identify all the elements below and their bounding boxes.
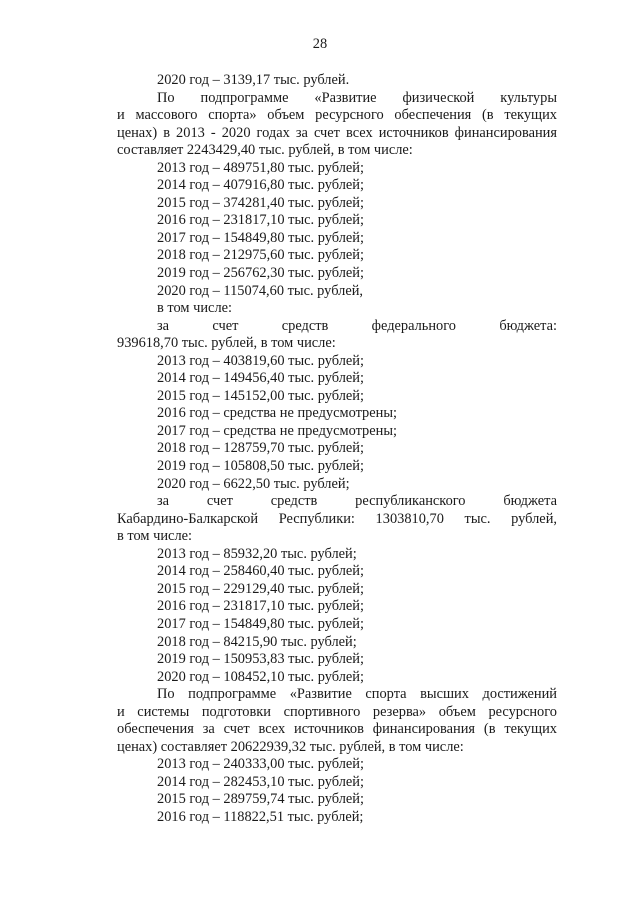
text-line: и массового спорта» объем ресурсного обеспечения (в текущих bbox=[117, 107, 557, 124]
text-line: 2014 год – 282453,10 тыс. рублей; bbox=[157, 773, 364, 790]
text-line: 2020 год – 108452,10 тыс. рублей; bbox=[157, 668, 364, 685]
text-line: По подпрограмме «Развитие физической культуры bbox=[157, 89, 557, 106]
text-line: 2016 год – 231817,10 тыс. рублей; bbox=[157, 598, 364, 615]
text-line: 2017 год – 154849,80 тыс. рублей; bbox=[157, 615, 364, 632]
text-line: По подпрограмме «Развитие спорта высших достижений bbox=[157, 686, 557, 703]
text-line: 2016 год – 118822,51 тыс. рублей; bbox=[157, 808, 364, 825]
text-line: 2018 год – 212975,60 тыс. рублей; bbox=[157, 247, 364, 264]
text-line: 2016 год – средства не предусмотрены; bbox=[157, 405, 397, 422]
text-line: 2020 год – 115074,60 тыс. рублей, bbox=[157, 282, 364, 299]
text-line: 2018 год – 128759,70 тыс. рублей; bbox=[157, 440, 364, 457]
text-line: ценах) составляет 20622939,32 тыс. рублей, в том числе: bbox=[117, 738, 464, 755]
text-line: 2016 год – 231817,10 тыс. рублей; bbox=[157, 212, 364, 229]
text-line: 2019 год – 256762,30 тыс. рублей; bbox=[157, 265, 364, 282]
text-line: 2015 год – 145152,00 тыс. рублей; bbox=[157, 387, 364, 404]
text-line: 2020 год – 3139,17 тыс. рублей. bbox=[157, 72, 350, 88]
text-line: 2017 год – 154849,80 тыс. рублей; bbox=[157, 229, 364, 246]
text-line: 2019 год – 150953,83 тыс. рублей; bbox=[157, 651, 364, 668]
text-line: 2015 год – 229129,40 тыс. рублей; bbox=[157, 580, 364, 597]
text-line: 2013 год – 489751,80 тыс. рублей; bbox=[157, 159, 364, 176]
text-line: Кабардино-Балкарской Республики: 1303810,70 тыс. рублей, bbox=[117, 510, 557, 527]
text-line: 2014 год – 149456,40 тыс. рублей; bbox=[157, 370, 364, 387]
text-line: за счет средств республиканского бюджета bbox=[157, 493, 557, 510]
text-line: за счет средств федерального бюджета: bbox=[157, 317, 557, 334]
text-line: 2020 год – 6622,50 тыс. рублей; bbox=[157, 475, 350, 492]
text-line: 2015 год – 289759,74 тыс. рублей; bbox=[157, 791, 364, 808]
text-line: в том числе: bbox=[157, 300, 233, 317]
text-line: 2019 год – 105808,50 тыс. рублей; bbox=[157, 458, 364, 475]
text-line: 2014 год – 407916,80 тыс. рублей; bbox=[157, 177, 364, 194]
text-line: обеспечения за счет всех источников финансирования (в текущих bbox=[117, 721, 557, 738]
text-line: 2013 год – 85932,20 тыс. рублей; bbox=[157, 545, 357, 562]
page-number: 28 bbox=[312, 36, 328, 52]
text-line: 2015 год – 374281,40 тыс. рублей; bbox=[157, 194, 364, 211]
text-line: 2018 год – 84215,90 тыс. рублей; bbox=[157, 633, 357, 650]
text-line: ценах) в 2013 - 2020 годах за счет всех источников финансирования bbox=[117, 124, 557, 141]
text-line: и системы подготовки спортивного резерва» объем ресурсного bbox=[117, 703, 557, 720]
text-line: 939618,70 тыс. рублей, в том числе: bbox=[117, 335, 336, 352]
text-line: 2013 год – 403819,60 тыс. рублей; bbox=[157, 352, 364, 369]
text-line: 2017 год – средства не предусмотрены; bbox=[157, 422, 397, 439]
text-line: 2013 год – 240333,00 тыс. рублей; bbox=[157, 756, 364, 773]
text-line: составляет 2243429,40 тыс. рублей, в том числе: bbox=[117, 142, 413, 159]
document-body bbox=[117, 72, 557, 827]
text-line: в том числе: bbox=[117, 528, 193, 545]
text-line: 2014 год – 258460,40 тыс. рублей; bbox=[157, 563, 364, 580]
